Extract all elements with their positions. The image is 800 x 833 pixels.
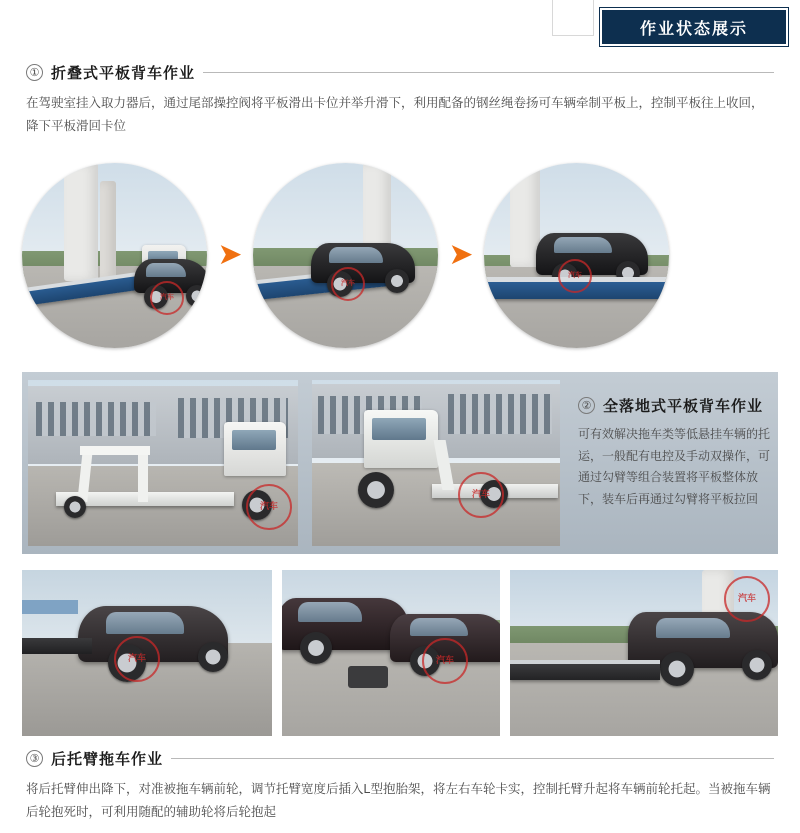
watermark: 汽车 [724, 576, 770, 622]
header-title-box [600, 8, 788, 46]
section-1 [26, 62, 774, 138]
watermark: 汽车 [458, 472, 504, 518]
section-3-text: 将后托臂伸出降下，对准被拖车辆前轮，调节托臂宽度后插入L型抱胎架，将左右车轮卡实，控制托臂升起将车辆前轮托起。当被拖车辆后轮抱死时，可利用随配的辅助轮将后轮抱起 [26, 782, 771, 820]
photo-towed-car-side-view [510, 570, 778, 736]
page-title: 作业状态展示 [639, 20, 748, 38]
section-2-text: 可有效解决拖车类等低悬挂车辆的托运，一般配有电控及手动双操作，可通过勾臂等组合装置将平板整体放下，装车后再通过勾臂将平板拉回 [578, 427, 771, 506]
section-3-head [26, 748, 774, 769]
photo-rear-arm-lifting-car-front [22, 570, 272, 736]
photo-truck-with-lowered-platform [312, 380, 560, 546]
watermark: 汽车 [114, 636, 160, 682]
section-3-number: ③ [26, 750, 43, 767]
section-1-head [26, 62, 774, 83]
section-1-title: 折叠式平板背车作业 [51, 65, 196, 82]
header-banner [0, 0, 800, 56]
section-3-title: 后托臂拖车作业 [51, 751, 164, 768]
photo-car-secured-on-flatbed [484, 163, 669, 348]
section-2-number: ② [578, 397, 595, 414]
photo-hook-arm-lowered-platform [28, 380, 298, 546]
section-1-number: ① [26, 64, 43, 81]
photo-flatbed-slide-out [22, 163, 207, 348]
watermark: 汽车 [422, 638, 468, 684]
watermark: 汽车 [558, 259, 592, 293]
photo-car-winched-onto-bed [253, 163, 438, 348]
title-rule [171, 758, 774, 759]
arrow-icon: ➤ [448, 238, 474, 271]
watermark: 汽车 [150, 281, 184, 315]
section-1-text: 在驾驶室挂入取力器后，通过尾部操控阀将平板滑出卡位并举升滑下，利用配备的钢丝绳卷扬可车辆牵制平板上，控制平板往上收回，降下平板滑回卡位 [26, 96, 764, 134]
section-3 [26, 748, 774, 824]
photo-wheel-lift-cradle-closeup [282, 570, 500, 736]
section-2-head [578, 395, 778, 416]
title-rule [203, 72, 774, 73]
blank-tab-icon [552, 0, 594, 36]
arrow-icon: ➤ [217, 238, 243, 271]
watermark: 汽车 [246, 484, 292, 530]
section-2-title: 全落地式平板背车作业 [603, 398, 764, 415]
section-2 [578, 395, 778, 510]
watermark: 汽车 [331, 267, 365, 301]
section-1-photo-row [22, 160, 782, 350]
